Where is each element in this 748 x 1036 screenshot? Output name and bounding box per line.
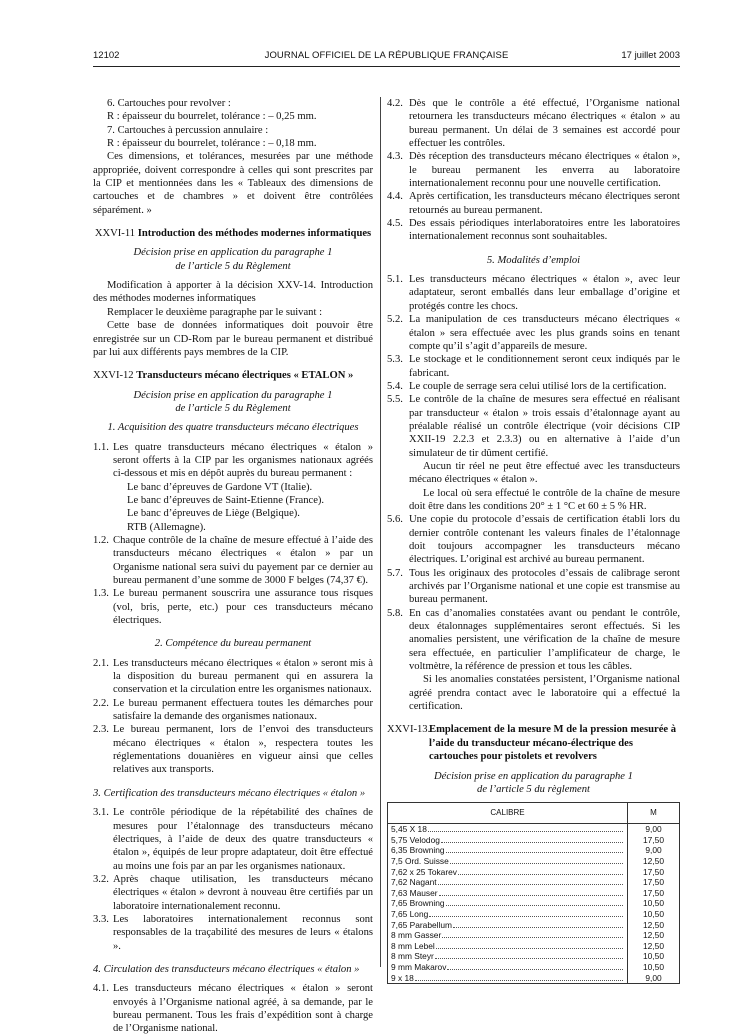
dot-leader	[446, 852, 623, 853]
list-item: 2.3. Le bureau permanent, lors de l’envoi des transducteurs mécano électriques « étalon », respectera toutes les réglementations douanières en vigueur ainsi que celles relatives aux transports.	[93, 724, 373, 776]
column-header: CALIBRE	[388, 803, 628, 824]
m-value-cell: 9,00	[628, 824, 680, 835]
list-item: 5.6. Une copie du protocole d’essais de certification établi lors du dernier contrôle contenant les valeurs finales de l’étalonnage doit toujours accompagner les transducteurs mécano électriques. L’original est archivé au bureau permanent.	[387, 514, 680, 566]
intro-line: R : épaisseur du bourrelet, tolérance : – 0,25 mm.	[107, 111, 317, 123]
list-item: 4.1. Les transducteurs mécano électriques « étalon » seront envoyés à l’Organisme national agréé, à sa demande, par le bureau permanent. Tous les frais d’expédition sont à charge de l’Organisme national.	[93, 983, 373, 1035]
intro-line: 7. Cartouches à percussion annulaire :	[107, 124, 269, 136]
table-row	[388, 845, 680, 856]
header-rule	[93, 66, 680, 67]
paragraph: Aucun tir réel ne peut être effectué avec les transducteurs mécano électriques « étalon ».	[409, 460, 680, 486]
table-row	[388, 888, 680, 899]
m-value-cell: 17,50	[628, 888, 680, 899]
section-title: Transducteurs mécano électriques « ETALON »	[136, 370, 354, 382]
list-item: 5.1. Les transducteurs mécano électriques « étalon », avec leur adaptateur, seront emballés dans leur emballage d’origine et protégés contre les chocs.	[387, 274, 680, 312]
list-item: 4.5. Des essais périodiques interlaboratoires entre les laboratoires internationalement reconnus sont souhaitables.	[387, 218, 680, 243]
calibre-cell	[388, 909, 628, 920]
list-item: 2.1. Les transducteurs mécano électriques « étalon » seront mis à la disposition du bureau permanent qui en assurera la conservation et la circulation entre les organismes nationaux.	[93, 657, 373, 696]
dot-leader	[442, 937, 623, 938]
calibre-cell	[388, 951, 628, 962]
calibre-label: 7,63 Mauser	[391, 887, 438, 898]
decision-line: de l’article 5 du règlement	[477, 783, 590, 795]
dot-leader	[450, 863, 623, 864]
subsection-heading: 3. Certification des transducteurs mécano électriques « étalon »	[93, 787, 366, 799]
m-value-cell: 17,50	[628, 877, 680, 888]
dot-leader	[429, 916, 623, 917]
subsection-heading: 5. Modalités d’emploi	[486, 254, 581, 266]
decision-line: Décision prise en application du paragraphe 1	[133, 389, 333, 401]
decision-line: de l’article 5 du Règlement	[175, 402, 291, 414]
dot-leader	[439, 895, 623, 896]
calibre-cell	[388, 898, 628, 909]
section-title: Emplacement de la mesure M de la pression mesurée à l’aide du transducteur mécano-électrique des cartouches pour pistolets et revolvers	[429, 724, 677, 763]
section-heading	[387, 723, 680, 763]
table-row	[388, 824, 680, 835]
column-divider	[380, 97, 381, 967]
section-number: XXVI-13.	[387, 724, 431, 736]
calibre-cell	[388, 962, 628, 973]
intro-paragraph: Ces dimensions, et tolérances, mesurées par une méthode appropriée, doivent correspondre à celles qui sont prescrites par la CIP et mentionnées dans les « Tableaux des dimensions de cartouches et de chambres » et doivent être contrôlées séparément. »	[93, 151, 373, 216]
section-number: XXVI-12	[93, 370, 134, 382]
calibre-cell	[388, 877, 628, 888]
dot-leader	[428, 831, 623, 832]
decision-line: Décision prise en application du paragraphe 1	[133, 247, 333, 259]
list-item: 5.2. La manipulation de ces transducteurs mécano électriques « étalon » sera effectuée avec les plus grands soins en tenant compte qu’il s’agit d’appareils de mesure.	[387, 314, 680, 352]
calibre-label: 7,62 Nagant	[391, 877, 437, 888]
list-item: 2.2. Le bureau permanent effectuera toutes les démarches pour satisfaire la demande des organismes nationaux.	[93, 697, 373, 723]
banc-line: Le banc d’épreuves de Liège (Belgique).	[127, 508, 300, 520]
list-item: 5.8. En cas d’anomalies constatées avant ou pendant le contrôle, deux étalonnages supplémentaires seront effectués. Si les anomalies persistent, une vérification de la chaîne de mesure sera effectuée, en particulier l’amplificateur de charge, le voltmètre, la référence de pression et tous les câbles.	[387, 607, 680, 673]
section-number: XXVI-11	[94, 228, 136, 240]
calibre-label: 8 mm Steyr	[391, 951, 434, 962]
calibre-table	[387, 802, 680, 984]
m-value-cell: 9,00	[628, 973, 680, 984]
table-row	[388, 973, 680, 984]
table-row	[388, 856, 680, 867]
column-header: M	[628, 803, 680, 824]
page-header	[93, 50, 680, 64]
table-row	[388, 909, 680, 920]
table-row	[388, 920, 680, 931]
table-row	[388, 867, 680, 878]
m-value-cell: 10,50	[628, 951, 680, 962]
table-row	[388, 930, 680, 941]
dot-leader	[447, 969, 623, 970]
dot-leader	[453, 927, 623, 928]
calibre-label: 7,65 Long	[391, 908, 429, 919]
subsection-heading: 2. Compétence du bureau permanent	[154, 638, 312, 650]
calibre-label: 9 x 18	[391, 972, 414, 983]
banc-line: Le banc d’épreuves de Gardone VT (Italie).	[127, 481, 313, 493]
paragraph: Modification à apporter à la décision XXV-14. Introduction des méthodes modernes informatiques	[93, 280, 373, 305]
calibre-cell	[388, 920, 628, 931]
journal-title: JOURNAL OFFICIEL DE LA RÉPUBLIQUE FRANÇAISE	[264, 50, 509, 61]
section-heading	[93, 227, 373, 240]
list-item: 5.7. Tous les originaux des protocoles d’essais de calibrage seront archivés par l’Organisme national et une copie est transmise au bureau permanent.	[387, 567, 680, 606]
list-item: 3.3. Les laboratoires internationalement reconnus sont responsables de la traçabilité des mesures de leurs « étalons ».	[93, 913, 373, 952]
paragraph: Le local où sera effectué le contrôle de la chaîne de mesure doit être dans les conditions 20° ± 1 °C et 60 ± 5 % HR.	[409, 487, 680, 512]
calibre-label: 6,35 Browning	[391, 845, 445, 856]
list-item: 5.4. Le couple de serrage sera celui utilisé lors de la certification.	[387, 380, 667, 392]
dot-leader	[435, 958, 623, 959]
right-column	[387, 97, 680, 984]
calibre-cell	[388, 824, 628, 835]
decision-line: Décision prise en application du paragraphe 1	[434, 770, 633, 782]
list-item: 1.2. Chaque contrôle de la chaîne de mesure effectué à l’aide des transducteurs mécano électriques « étalon » par un Organisme national sera suivi du payement par ce dernier au bureau permanent d’une somme de 3000 F belges (74,37 €).	[93, 534, 373, 586]
page-number: 12102	[93, 50, 120, 61]
dot-leader	[458, 874, 623, 875]
table-row	[388, 951, 680, 962]
list-item: 3.2. Après chaque utilisation, les transducteurs mécano électriques « étalon » devront à nouveau être certifiés par un laboratoire internationalement reconnu.	[93, 873, 373, 912]
paragraph: Cette base de données informatiques doit pouvoir être enregistrée sur un CD-Rom par le bureau permanent et distribué par lui aux différents pays membres de la CIP.	[93, 320, 373, 358]
calibre-cell	[388, 845, 628, 856]
calibre-cell	[388, 835, 628, 846]
table-row	[388, 835, 680, 846]
calibre-label: 7,62 x 25 Tokarev	[391, 866, 457, 877]
intro-line: R : épaisseur du bourrelet, tolérance : – 0,18 mm.	[107, 138, 317, 150]
list-item: 4.4. Après certification, les transducteurs mécano électriques seront retournés au bureau permanent.	[387, 191, 680, 216]
list-item: 1.1. Les quatre transducteurs mécano électriques « étalon » seront offerts à la CIP par les organismes nationaux agréés ci-dessous et mis en dépôt auprès du bureau permanent :	[93, 441, 373, 480]
m-value-cell: 9,00	[628, 845, 680, 856]
decision-line: de l’article 5 du Règlement	[175, 260, 291, 272]
calibre-label: 5,45 X 18	[391, 824, 427, 835]
banc-line: RTB (Allemagne).	[127, 521, 206, 533]
dot-leader	[446, 905, 623, 906]
calibre-cell	[388, 888, 628, 899]
dot-leader	[436, 948, 623, 949]
table-row	[388, 962, 680, 973]
m-value-cell: 10,50	[628, 898, 680, 909]
list-item: 5.3. Le stockage et le conditionnement seront ceux indiqués par le fabricant.	[387, 354, 680, 379]
calibre-cell	[388, 973, 628, 984]
paragraph: Remplacer le deuxième paragraphe par le suivant :	[107, 306, 323, 318]
table-row	[388, 877, 680, 888]
calibre-label: 5,75 Velodog	[391, 834, 440, 845]
dot-leader	[415, 980, 623, 981]
calibre-label: 8 mm Lebel	[391, 940, 435, 951]
m-value-cell: 10,50	[628, 962, 680, 973]
calibre-cell	[388, 930, 628, 941]
issue-date: 17 juillet 2003	[621, 50, 680, 61]
left-column	[93, 97, 373, 1036]
calibre-label: 7,65 Parabellum	[391, 919, 452, 930]
m-value-cell: 10,50	[628, 909, 680, 920]
list-item: 4.2. Dès que le contrôle a été effectué, l’Organisme national retournera les transducteurs mécano électriques « étalon » au bureau permanent. Un délai de 3 semaines est accordé pour effectuer les contrôles.	[387, 98, 680, 150]
calibre-label: 9 mm Makarov	[391, 961, 447, 972]
m-value-cell: 17,50	[628, 867, 680, 878]
m-value-cell: 12,50	[628, 941, 680, 952]
list-item: 4.3. Dès réception des transducteurs mécano électriques « étalon », le bureau permanent les enverra au laboratoire internationalement reconnu pour une nouvelle certification.	[387, 151, 680, 190]
table-row	[388, 898, 680, 909]
section-title: Introduction des méthodes modernes informatiques	[137, 228, 372, 240]
table-row	[388, 941, 680, 952]
subsection-heading: 4. Circulation des transducteurs mécano électriques « étalon »	[93, 963, 360, 975]
m-value-cell: 17,50	[628, 835, 680, 846]
m-value-cell: 12,50	[628, 856, 680, 867]
list-item: 5.5. Le contrôle de la chaîne de mesures sera effectué en réalisant par transducteur « étalon » trois essais d’étalonnage ayant au préalable réalisé un contrôle électrique (voir décisions CIP XXII-19 2.2.3 et 2.3.3) ou en alternative à l’aide d’un simulateur de tir dûment certifié.	[387, 394, 680, 459]
table-body	[388, 824, 680, 984]
calibre-cell	[388, 867, 628, 878]
m-value-cell: 12,50	[628, 920, 680, 931]
calibre-cell	[388, 856, 628, 867]
subsection-heading: 1. Acquisition des quatre transducteurs mécano électriques	[107, 422, 359, 434]
list-item: 1.3. Le bureau permanent souscrira une assurance tous risques (vol, bris, perte, etc.) pour ces transducteurs mécano électriques.	[93, 588, 373, 627]
dot-leader	[438, 884, 623, 885]
m-value-cell: 12,50	[628, 930, 680, 941]
banc-line: Le banc d’épreuves de Saint-Etienne (France).	[127, 494, 325, 506]
calibre-label: 8 mm Gasser	[391, 930, 442, 941]
calibre-label: 7,5 Ord. Suisse	[391, 855, 449, 866]
calibre-label: 7,65 Browning	[391, 898, 445, 909]
section-heading	[93, 369, 373, 382]
intro-line: 6. Cartouches pour revolver :	[107, 98, 231, 109]
dot-leader	[441, 842, 623, 843]
list-item: 3.1. Le contrôle périodique de la répétabilité des chaînes de mesures pour l’étalonnage des transducteurs mécano électriques, à l’aide de deux des quatre transducteurs « étalon », équipés de leur propre adaptateur, doit être effectué au moins une fois par an par les organismes nationaux.	[93, 807, 373, 872]
paragraph: Si les anomalies constatées persistent, l’Organisme national agréé prendra contact avec le laboratoire qui a effectué la certification.	[409, 674, 680, 713]
calibre-cell	[388, 941, 628, 952]
